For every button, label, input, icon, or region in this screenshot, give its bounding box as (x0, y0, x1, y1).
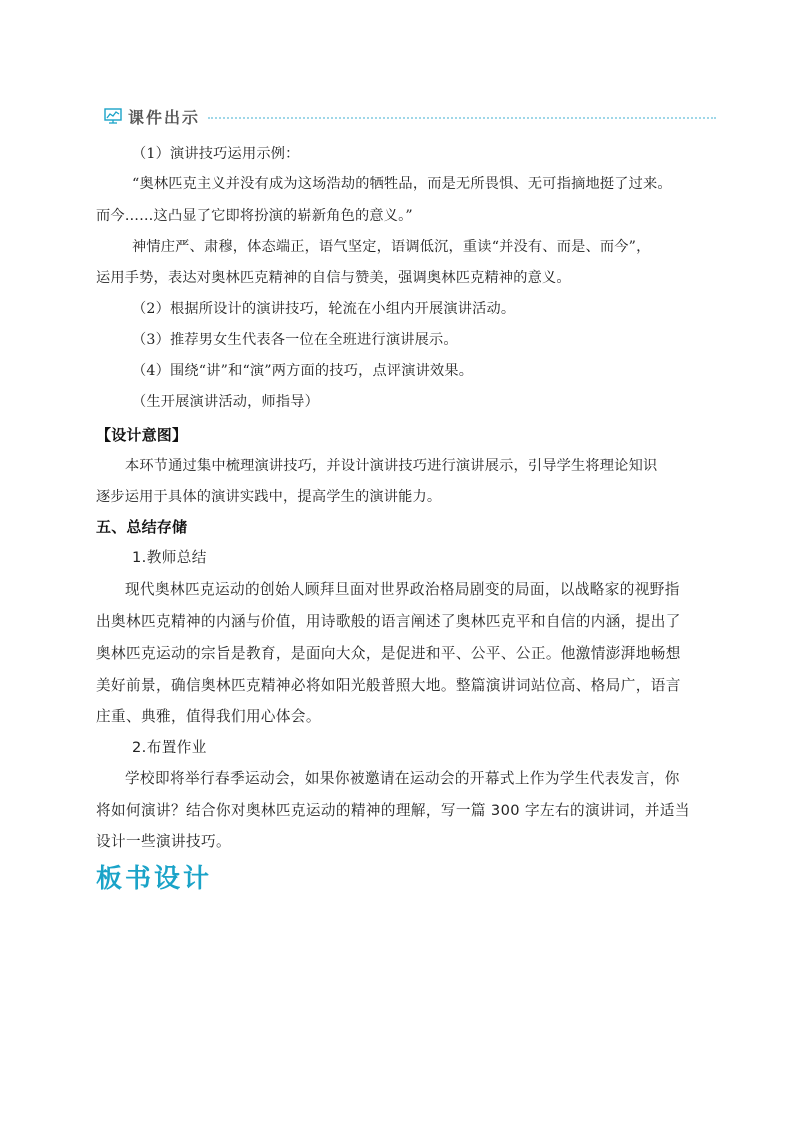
teacher-summary-subheading: 1.教师总结 (132, 549, 207, 566)
design-intent-heading: 【设计意图】 (96, 426, 188, 444)
display-line-6: （2）根据所设计的演讲技巧，轮流在小组内开展演讲活动。 (132, 301, 516, 317)
teacher-summary-line-5: 庄重、典雅，值得我们用心体会。 (96, 708, 321, 725)
section-title: 课件出示 (128, 107, 201, 127)
display-line-1: （1）演讲技巧运用示例： (132, 146, 300, 162)
display-line-3: 而今……这凸显了它即将扮演的崭新角色的意义。” (96, 208, 413, 224)
homework-subheading: 2.布置作业 (132, 739, 207, 756)
homework-line-2: 将如何演讲？结合你对奥林匹克运动的精神的理解，写一篇 300 字左右的演讲词，并适当 (96, 802, 690, 819)
design-intent-line-1: 本环节通过集中梳理演讲技巧，并设计演讲技巧进行演讲展示，引导学生将理论知识 (125, 458, 658, 474)
dotted-divider (208, 117, 716, 119)
board-design-title: 板书设计 (96, 864, 213, 894)
display-line-7: （3）推荐男女生代表各一位在全班进行演讲展示。 (132, 332, 458, 348)
display-line-2: “奥林匹克主义并没有成为这场浩劫的牺牲品，而是无所畏惧、无可指摘地挺了过来。 (132, 176, 672, 192)
homework-line-3: 设计一些演讲技巧。 (96, 833, 231, 850)
display-line-4: 神情庄严、肃穆，体态端正，语气坚定，语调低沉，重读“并没有、而是、而今”， (132, 239, 651, 255)
design-intent-line-2: 逐步运用于具体的演讲实践中，提高学生的演讲能力。 (96, 489, 442, 505)
homework-line-1: 学校即将举行春季运动会，如果你被邀请在运动会的开幕式上作为学生代表发言，你 (125, 770, 680, 787)
teacher-summary-line-4: 美好前景，确信奥林匹克精神必将如阳光般普照大地。整篇演讲词站位高、格局广，语言 (96, 677, 681, 694)
display-line-8: （4）围绕“讲”和“演”两方面的技巧，点评演讲效果。 (132, 363, 474, 379)
display-line-9: （生开展演讲活动，师指导） (132, 394, 320, 410)
presentation-chart-icon (104, 108, 122, 124)
teacher-summary-line-1: 现代奥林匹克运动的创始人顾拜旦面对世界政治格局剧变的局面，以战略家的视野指 (125, 581, 680, 598)
display-line-5: 运用手势，表达对奥林匹克精神的自信与赞美，强调奥林匹克精神的意义。 (96, 270, 571, 286)
teacher-summary-line-2: 出奥林匹克精神的内涵与价值，用诗歌般的语言阐述了奥林匹克平和自信的内涵，提出了 (96, 613, 681, 630)
summary-heading: 五、总结存储 (96, 518, 188, 536)
section-header (104, 104, 716, 128)
teacher-summary-line-3: 奥林匹克运动的宗旨是教育，是面向大众，是促进和平、公平、公正。他激情澎湃地畅想 (96, 645, 681, 662)
